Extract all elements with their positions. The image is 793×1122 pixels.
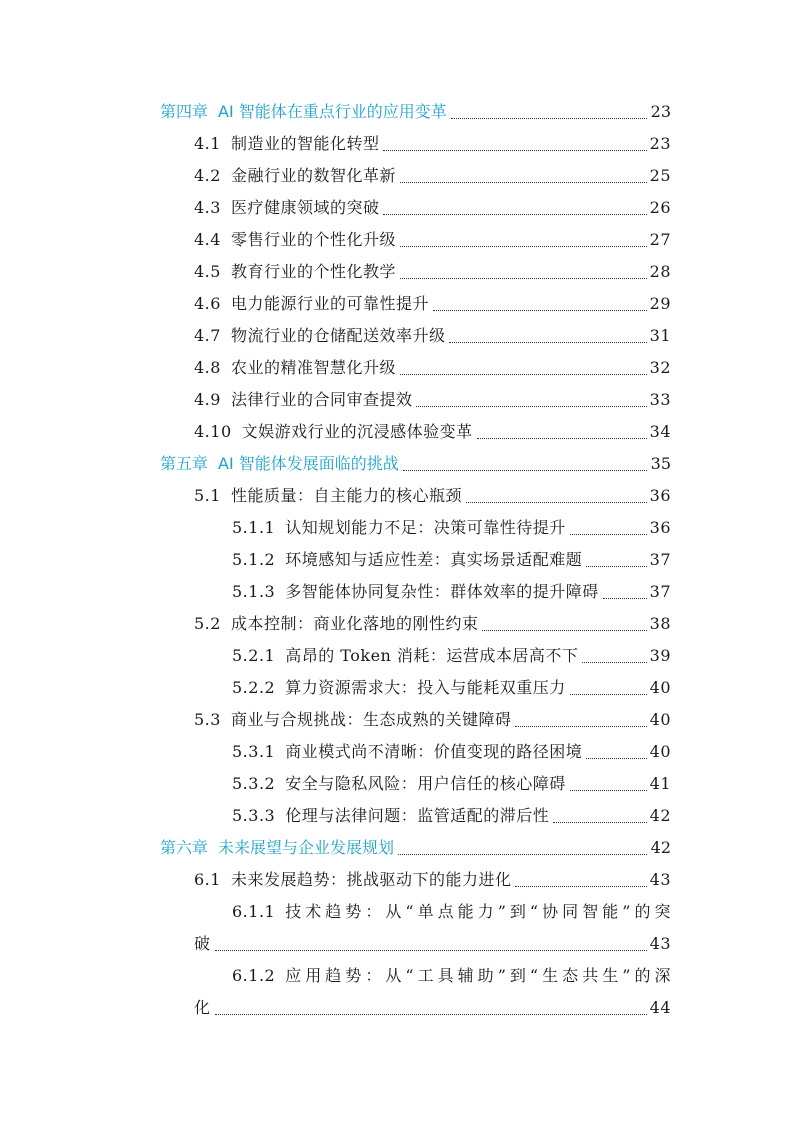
toc-dot-leader: [383, 213, 647, 215]
toc-entry-title: 制造业的智能化转型: [230, 134, 380, 153]
toc-entry-number: 4.7: [194, 326, 221, 345]
toc-section-entry-continuation[interactable]: [194, 997, 671, 1019]
toc-entry-number: 4.8: [194, 358, 221, 377]
toc-dot-leader: [582, 661, 647, 663]
toc-page-number: 39: [649, 646, 671, 665]
toc-section-entry[interactable]: [194, 229, 671, 251]
toc-entry-title: 商业与合规挑战：生态成熟的关键障碍: [230, 710, 512, 729]
toc-page-number: 31: [649, 326, 671, 345]
toc-entry-number: 第五章: [160, 454, 209, 473]
toc-entry-number: 4.2: [194, 166, 221, 185]
toc-entry-number: 5.3: [194, 710, 221, 729]
toc-dot-leader: [383, 149, 647, 151]
toc-entry-title: 算力资源需求大：投入与能耗双重压力: [285, 678, 566, 697]
toc-entry-title: 高昂的 Token 消耗：运营成本居高不下: [285, 646, 579, 665]
toc-entry-title: 性能质量：自主能力的核心瓶颈: [230, 486, 462, 505]
toc-entry-number: 4.4: [194, 230, 221, 249]
toc-dot-leader: [466, 501, 647, 503]
toc-entry-title-continued: 化: [194, 998, 211, 1017]
toc-section-entry[interactable]: [232, 741, 671, 763]
toc-entry-title: 农业的精准智慧化升级: [230, 358, 396, 377]
toc-page-number: 38: [649, 614, 671, 633]
toc-dot-leader: [586, 757, 647, 759]
toc-entry-number: 5.3.2: [232, 774, 276, 793]
toc-page-number: 40: [649, 742, 671, 761]
toc-entry-title: AI 智能体发展面临的挑战: [218, 454, 399, 473]
toc-page-number: 28: [649, 262, 671, 281]
toc-section-entry[interactable]: [194, 293, 671, 315]
toc-page-number: 23: [649, 134, 671, 153]
toc-dot-leader: [398, 853, 647, 855]
toc-page-number: 42: [650, 838, 671, 857]
toc-section-entry[interactable]: [232, 677, 671, 699]
toc-dot-leader: [449, 341, 647, 343]
toc-section-entry[interactable]: [232, 645, 671, 667]
toc-entry-title: 零售行业的个性化升级: [230, 230, 396, 249]
toc-chapter-entry[interactable]: [160, 453, 671, 475]
toc-entry-number: 4.6: [194, 294, 221, 313]
toc-dot-leader: [553, 821, 647, 823]
toc-section-entry-wrapped[interactable]: [232, 901, 671, 923]
toc-entry-number: 5.1.3: [232, 582, 276, 601]
toc-entry-number: 第六章: [160, 838, 209, 857]
toc-page-number: 41: [649, 774, 671, 793]
toc-page-number: 36: [649, 486, 671, 505]
toc-dot-leader: [570, 533, 647, 535]
toc-entry-number: 4.9: [194, 390, 221, 409]
toc-section-entry[interactable]: [194, 709, 671, 731]
toc-section-entry[interactable]: [194, 325, 671, 347]
toc-dot-leader: [477, 437, 647, 439]
toc-page-number: 40: [649, 710, 671, 729]
toc-dot-leader: [403, 469, 647, 471]
toc-entry-number: 6.1.1: [232, 902, 276, 921]
toc-dot-leader: [433, 309, 647, 311]
toc-entry-number: 6.1: [194, 870, 221, 889]
toc-section-entry-continuation[interactable]: [194, 933, 671, 955]
toc-page-number: 27: [649, 230, 671, 249]
toc-entry-title: 教育行业的个性化教学: [230, 262, 396, 281]
toc-section-entry[interactable]: [194, 197, 671, 219]
toc-page-number: 43: [649, 934, 671, 953]
toc-entry-number: 5.2.1: [232, 646, 276, 665]
toc-section-entry[interactable]: [194, 261, 671, 283]
toc-entry-title: 安全与隐私风险：用户信任的核心障碍: [285, 774, 566, 793]
toc-entry-title: 应用趋势：从“工具辅助”到“生态共生”的深: [285, 966, 671, 985]
toc-section-entry[interactable]: [194, 165, 671, 187]
toc-page-number: 37: [649, 582, 671, 601]
toc-entry-title: 技术趋势：从“单点能力”到“协同智能”的突: [285, 902, 671, 921]
toc-entry-title: 环境感知与适应性差：真实场景适配难题: [285, 550, 583, 569]
toc-section-entry[interactable]: [194, 869, 671, 891]
toc-dot-leader: [570, 693, 647, 695]
toc-section-entry[interactable]: [232, 773, 671, 795]
toc-entry-number: 4.10: [194, 422, 232, 441]
toc-entry-number: 4.5: [194, 262, 221, 281]
toc-entry-number: 4.3: [194, 198, 221, 217]
toc-section-entry[interactable]: [232, 805, 671, 827]
toc-entry-title: 未来展望与企业发展规划: [218, 838, 395, 857]
toc-entry-title: 法律行业的合同审查提效: [230, 390, 413, 409]
toc-dot-leader: [451, 117, 647, 119]
toc-entry-title-continued: 破: [194, 934, 211, 953]
toc-section-entry[interactable]: [194, 133, 671, 155]
toc-chapter-entry[interactable]: [160, 101, 671, 123]
toc-dot-leader: [400, 245, 647, 247]
toc-page-number: 36: [649, 518, 671, 537]
toc-entry-number: 第四章: [160, 102, 209, 121]
toc-dot-leader: [586, 565, 647, 567]
toc-entry-title: 医疗健康领域的突破: [230, 198, 380, 217]
toc-page-number: 43: [649, 870, 671, 889]
toc-section-entry[interactable]: [194, 613, 671, 635]
toc-entry-number: 5.3.1: [232, 742, 276, 761]
toc-entry-title: 未来发展趋势：挑战驱动下的能力进化: [230, 870, 512, 889]
toc-page-number: 32: [649, 358, 671, 377]
toc-section-entry-wrapped[interactable]: [232, 965, 671, 987]
toc-dot-leader: [400, 277, 647, 279]
toc-entry-number: 5.2.2: [232, 678, 276, 697]
toc-page-number: 42: [649, 806, 671, 825]
toc-chapter-entry[interactable]: [160, 837, 671, 859]
toc-entry-title: 电力能源行业的可靠性提升: [230, 294, 429, 313]
toc-section-entry[interactable]: [194, 485, 671, 507]
toc-page-number: 44: [649, 998, 671, 1017]
toc-dot-leader: [515, 885, 647, 887]
toc-dot-leader: [400, 181, 647, 183]
toc-dot-leader: [215, 949, 647, 951]
toc-section-entry[interactable]: [194, 389, 671, 411]
toc-entry-number: 5.1.1: [232, 518, 276, 537]
toc-dot-leader: [482, 629, 647, 631]
toc-entry-title: 成本控制：商业化落地的刚性约束: [230, 614, 479, 633]
toc-section-entry[interactable]: [232, 549, 671, 571]
toc-page-number: 25: [649, 166, 671, 185]
toc-entry-number: 5.1: [194, 486, 221, 505]
toc-page-number: 26: [649, 198, 671, 217]
toc-section-entry[interactable]: [194, 421, 671, 443]
toc-dot-leader: [515, 725, 647, 727]
toc-section-entry[interactable]: [232, 517, 671, 539]
toc-dot-leader: [400, 373, 647, 375]
toc-dot-leader: [570, 789, 647, 791]
toc-dot-leader: [416, 405, 647, 407]
toc-entry-title: 金融行业的数智化革新: [230, 166, 396, 185]
toc-entry-title: AI 智能体在重点行业的应用变革: [218, 102, 447, 121]
toc-entry-title: 商业模式尚不清晰：价值变现的路径困境: [285, 742, 583, 761]
toc-entry-title: 伦理与法律问题：监管适配的滞后性: [285, 806, 550, 825]
toc-entry-title: 物流行业的仓储配送效率升级: [230, 326, 446, 345]
toc-entry-number: 4.1: [194, 134, 221, 153]
toc-dot-leader: [215, 1013, 647, 1015]
toc-section-entry[interactable]: [232, 581, 671, 603]
toc-entry-title: 多智能体协同复杂性：群体效率的提升障碍: [285, 582, 599, 601]
toc-page-number: 40: [649, 678, 671, 697]
toc-entry-number: 5.3.3: [232, 806, 276, 825]
toc-entry-title: 认知规划能力不足：决策可靠性待提升: [285, 518, 566, 537]
toc-entry-number: 5.2: [194, 614, 221, 633]
toc-page-number: 23: [650, 102, 671, 121]
toc-page-number: 35: [650, 454, 671, 473]
toc-entry-number: 5.1.2: [232, 550, 276, 569]
toc-page-number: 29: [649, 294, 671, 313]
toc-dot-leader: [603, 597, 647, 599]
toc-entry-title: 文娱游戏行业的沉浸感体验变革: [241, 422, 473, 441]
toc-page-number: 34: [649, 422, 671, 441]
toc-page-number: 33: [649, 390, 671, 409]
toc-page-number: 37: [649, 550, 671, 569]
toc-section-entry[interactable]: [194, 357, 671, 379]
toc-entry-number: 6.1.2: [232, 966, 276, 985]
